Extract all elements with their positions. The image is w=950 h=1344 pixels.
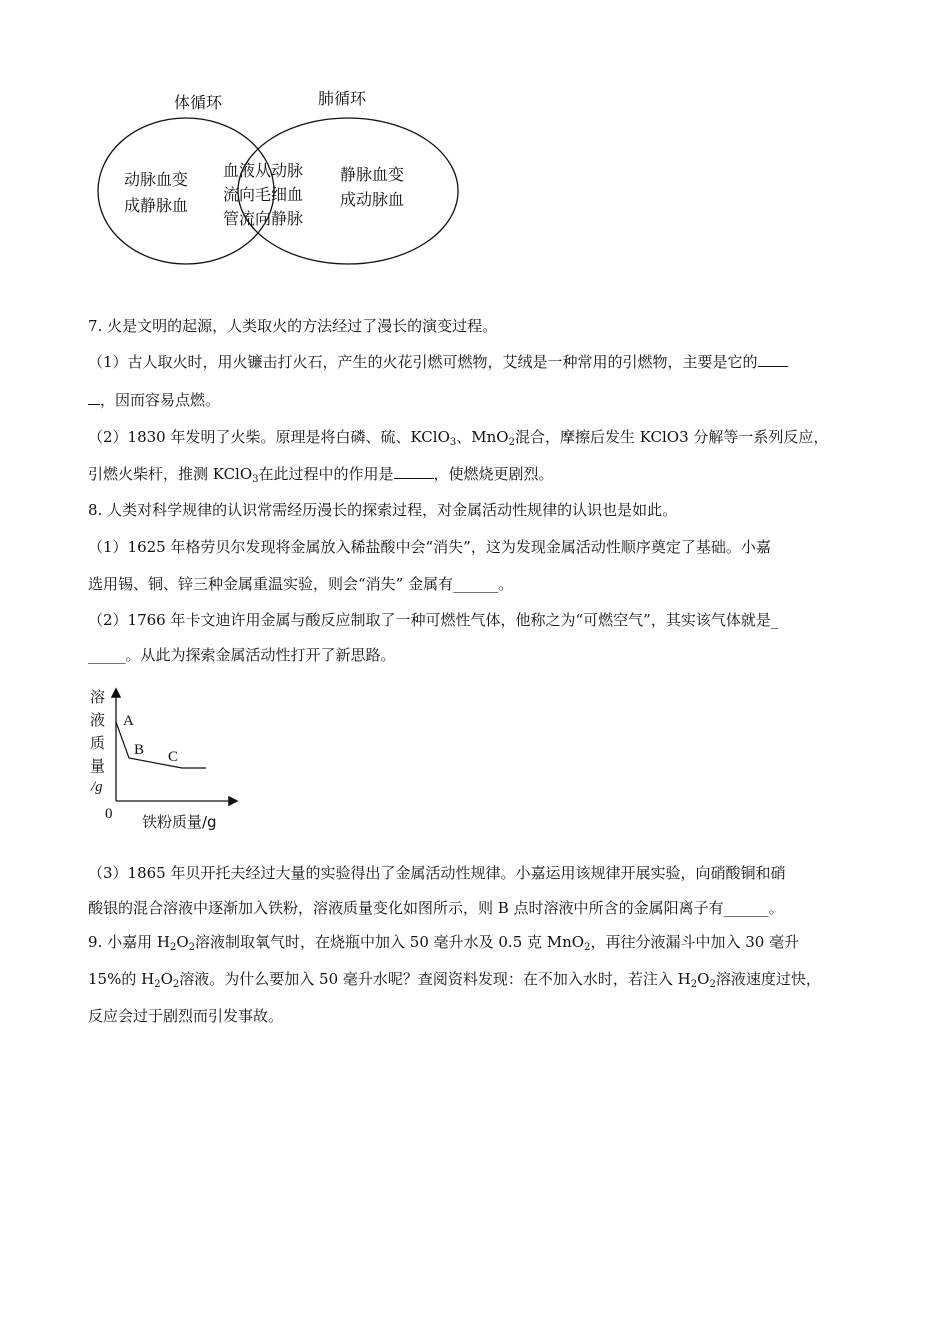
q9-l2-a: 15%的 H bbox=[88, 970, 155, 988]
q9-l1-a: 9. 小嘉用 H bbox=[88, 933, 170, 951]
venn-right-line1: 静脉血变 bbox=[340, 165, 405, 184]
q9-l1-c: 溶液制取氧气时，在烧瓶中加入 50 毫升水及 0.5 克 MnO bbox=[195, 933, 585, 951]
point-c-label: C bbox=[168, 749, 179, 765]
q7-part2-line2 bbox=[88, 464, 554, 484]
q9-l2-s4: 2 bbox=[709, 979, 716, 990]
y-label-char-2: 液 bbox=[90, 711, 106, 729]
q9-l1-s2: 2 bbox=[188, 942, 195, 953]
q7-part2-line2-c: ，使燃烧更剧烈。 bbox=[433, 465, 554, 483]
venn-left-line1: 动脉血变 bbox=[124, 170, 189, 189]
q9-l2-s2: 2 bbox=[172, 979, 180, 990]
q9-l2-d: O bbox=[697, 970, 710, 988]
q7-part1-line2 bbox=[88, 390, 220, 410]
q7-answer-blank-1[interactable] bbox=[758, 352, 788, 367]
y-label-char-3: 质 bbox=[90, 734, 106, 752]
venn-right-title: 肺循环 bbox=[318, 89, 367, 108]
q7-part2-sub1: 3 bbox=[449, 437, 457, 448]
q7-part2-line2-b: 在此过程中的作用是 bbox=[258, 465, 394, 483]
origin-label: 0 bbox=[105, 806, 113, 822]
q9-l2-e: 溶液速度过快， bbox=[715, 970, 821, 988]
q7-part2-text-b: 、MnO bbox=[456, 428, 509, 446]
q7-part1-text: （1）古人取火时，用火镰击打火石，产生的火花引燃可燃物，艾绒是一种常用的引燃物，主要是它的 bbox=[88, 353, 758, 371]
q8-part2-line1: （2）1766 年卡文迪许用金属与酸反应制取了一种可燃性气体，他称之为“可燃空气”，其实该气体就是_ bbox=[88, 611, 779, 629]
venn-diagram bbox=[88, 88, 468, 278]
x-axis-label: 铁粉质量/g bbox=[142, 813, 217, 831]
q7-part2-line2-a: 引燃火柴杆，推测 KClO bbox=[88, 465, 253, 483]
q7-part2-text-a: （2）1830 年发明了火柴。原理是将白磷、硫、KClO bbox=[88, 428, 450, 446]
q7-part1-line1 bbox=[88, 352, 788, 372]
q7-stem: 7. 火是文明的起源，人类取火的方法经过了漫长的演变过程。 bbox=[88, 317, 498, 335]
point-a-label: A bbox=[123, 713, 134, 729]
q9-l1-b: O bbox=[176, 933, 189, 951]
q9-l2-s3: 2 bbox=[690, 979, 698, 990]
venn-mid-line2: 流向毛细血 bbox=[223, 185, 304, 204]
q9-l2-c: 溶液。为什么要加入 50 毫升水呢？查阅资料发现：在不加入水时，若注入 H bbox=[179, 970, 691, 988]
venn-mid-line3: 管流向静脉 bbox=[223, 209, 304, 228]
y-label-char-4: 量 bbox=[90, 757, 106, 775]
point-b-label: B bbox=[134, 742, 145, 758]
q9-line3: 反应会过于剧烈而引发事故。 bbox=[88, 1007, 284, 1025]
venn-mid-line1: 血液从动脉 bbox=[223, 161, 304, 180]
q7-part2-line2-sub: 3 bbox=[252, 474, 259, 485]
q7-part2-sub2: 2 bbox=[508, 437, 515, 448]
q7-answer-blank-2[interactable] bbox=[394, 464, 434, 479]
q8-part1-line1: （1）1625 年格劳贝尔发现将金属放入稀盐酸中会“消失”，这为发现金属活动性顺序奠定了基础。小嘉 bbox=[88, 538, 771, 556]
q8-part1-line2: 选用锡、铜、锌三种金属重温实验，则会“消失” 金属有______。 bbox=[88, 575, 514, 593]
y-label-unit: /g bbox=[91, 779, 103, 795]
q7-part2-text-c: 混合，摩擦后发生 KClO3 分解等一系列反应， bbox=[514, 428, 829, 446]
q9-l1-s3: 2 bbox=[584, 942, 591, 953]
q8-part2-line2: _____。从此为探索金属活动性打开了新思路。 bbox=[88, 646, 396, 664]
q9-l1-s1: 2 bbox=[169, 942, 177, 953]
q7-answer-blank-1-cont[interactable] bbox=[88, 390, 100, 405]
q9-line2 bbox=[88, 969, 821, 989]
q9-l2-s1: 2 bbox=[154, 979, 161, 990]
venn-right-line2: 成动脉血 bbox=[340, 190, 405, 209]
q9-l1-d: ，再往分液漏斗中加入 30 毫升 bbox=[590, 933, 800, 951]
y-label-char-1: 溶 bbox=[90, 688, 106, 706]
q8-part3-line1: （3）1865 年贝开托夫经过大量的实验得出了金属活动性规律。小嘉运用该规律开展实验，向硝酸铜和硝 bbox=[88, 864, 786, 882]
q9-line1 bbox=[88, 932, 799, 952]
q8-part3-line2: 酸银的混合溶液中逐渐加入铁粉，溶液质量变化如图所示，则 B 点时溶液中所含的金属阳离子有______。 bbox=[88, 899, 784, 917]
q8-stem: 8. 人类对科学规律的认识常需经历漫长的探索过程，对金属活动性规律的认识也是如此。 bbox=[88, 501, 678, 519]
q9-l2-b: O bbox=[160, 970, 173, 988]
q7-part2-line1 bbox=[88, 427, 828, 447]
venn-left-title: 体循环 bbox=[174, 93, 223, 112]
venn-left-line2: 成静脉血 bbox=[124, 196, 189, 215]
q7-part1-tail: ，因而容易点燃。 bbox=[100, 391, 221, 409]
solution-mass-graph bbox=[86, 684, 246, 834]
